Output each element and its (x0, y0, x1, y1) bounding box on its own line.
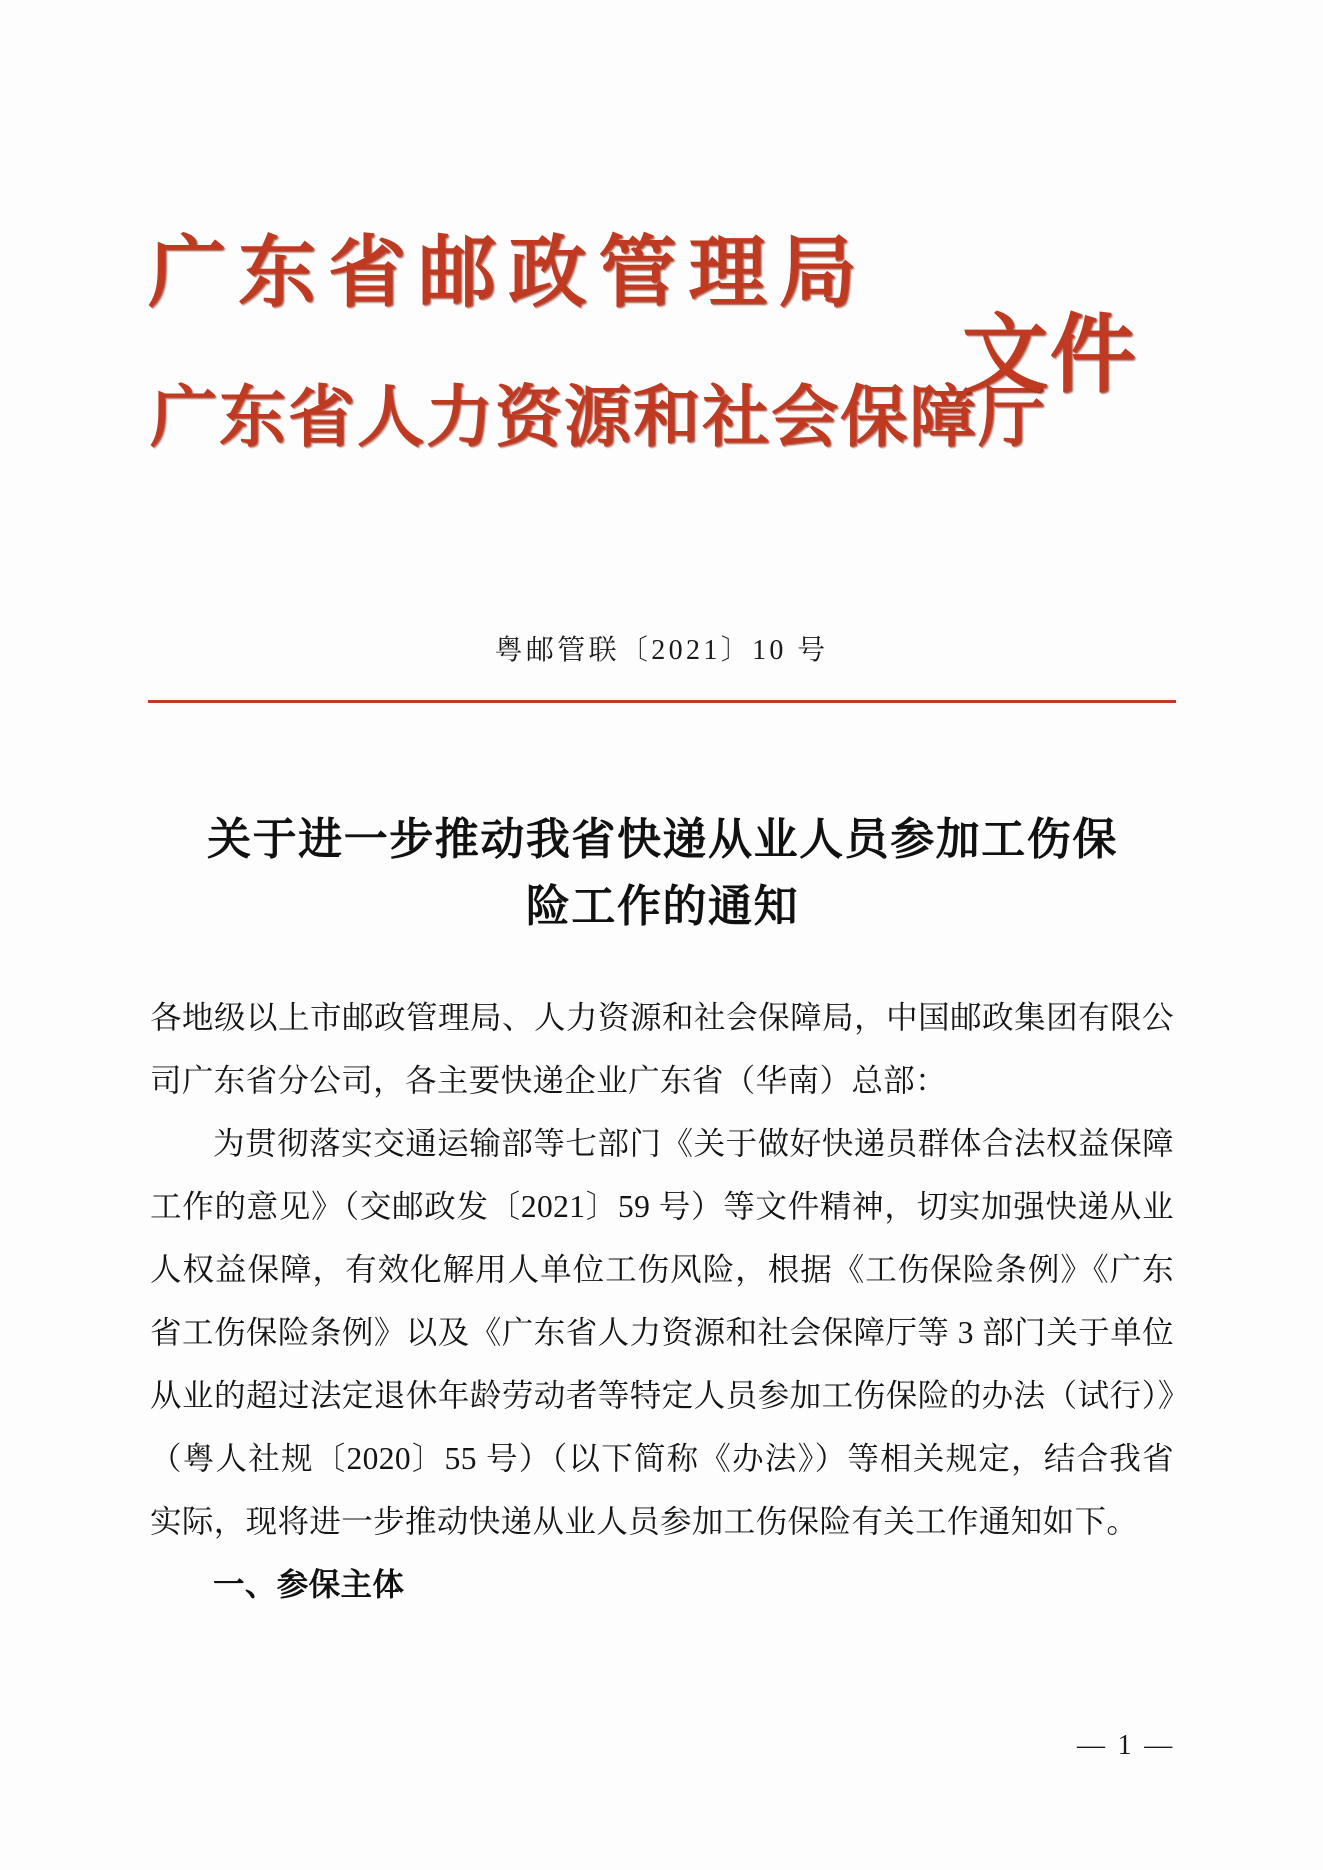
masthead-issuer-line-2: 广东省人力资源和社会保障厅 (150, 381, 1048, 455)
masthead-document-word: 文件 (962, 307, 1138, 403)
paragraph-preamble: 为贯彻落实交通运输部等七部门《关于做好快递员群体合法权益保障工作的意见》（交邮政发〔2021〕59 号）等文件精神，切实加强快递从业人权益保障，有效化解用人单位工伤风险，根据《工伤保险条例》《广东省工伤保险条例》以及《广东省人力资源和社会保障厅等 3 部门关于单位从业的超过法定退休年龄劳动者等特定人员参加工伤保险的办法（试行）》（粤人社规〔2020〕55 号）（以下简称《办法》）等相关规定，结合我省实际，现将进一步推动快递从业人员参加工伤保险有关工作通知如下。 (150, 1126, 1174, 1539)
masthead (0, 196, 1323, 496)
red-divider-rule (148, 700, 1176, 703)
page-number: — 1 — (1077, 1730, 1175, 1761)
section-heading-1: 一、参保主体 (213, 1566, 405, 1602)
masthead-issuer-line-1: 广东省邮政管理局 (148, 229, 869, 316)
document-number: 粤邮管联〔2021〕10 号 (494, 635, 829, 666)
document-title: 关于进一步推动我省快递从业人员参加工伤保险工作的通知 (207, 815, 1118, 932)
paragraph-addressee: 各地级以上市邮政管理局、人力资源和社会保障局，中国邮政集团有限公司广东省分公司，各主要快递企业广东省（华南）总部： (150, 1000, 1174, 1098)
document-body (150, 986, 1174, 1616)
